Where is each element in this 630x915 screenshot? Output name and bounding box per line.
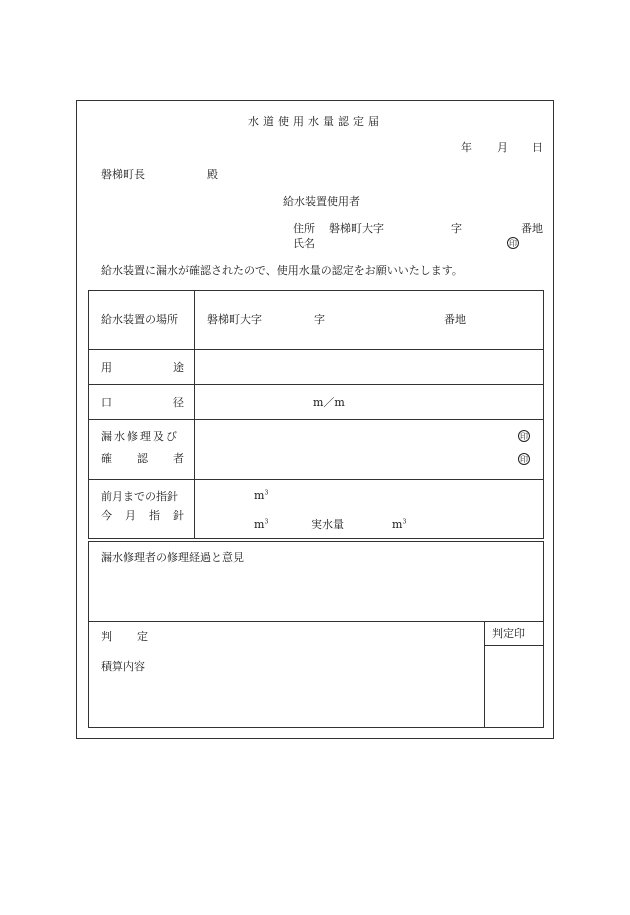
row-line-2 [88,384,544,385]
judgment-label-1: 判 [101,630,112,643]
repair-label-2-1: 確 [101,452,112,465]
usage-label-1: 用 [101,361,112,374]
addressee-name: 磐梯町長 [101,168,145,181]
opinion-divider [88,621,544,622]
applicant-seal-icon: 印 [509,239,517,248]
addressee-honorific: 殿 [207,168,218,181]
diameter-label-2: 径 [173,396,184,409]
judgment-label-2: 定 [137,630,148,643]
meter-label-2-4: 針 [173,509,184,522]
repair-label-line1: 漏水修理及び [101,430,179,443]
form-title: 水道使用水量認定届 [248,115,383,128]
location-banchi: 番地 [444,313,466,326]
previous-reading-unit: $m^3$ [254,489,269,502]
repairer-seal-icon: 印 [520,432,528,441]
meter-label-2-2: 月 [125,509,136,522]
applicant-address-label: 住所 [293,222,315,235]
repair-label-2-2: 認 [137,452,148,465]
request-statement: 給水装置に漏水が確認されたので、使用水量の認定をお願いいたします。 [101,264,463,277]
meter-label-2-1: 今 [101,509,112,522]
date-month: 月 [497,141,508,154]
opinion-table [88,541,544,728]
location-aza: 字 [314,313,325,326]
row-line-4 [88,479,544,480]
opinion-label: 漏水修理者の修理経過と意見 [101,551,244,564]
meter-label-line1: 前月までの指針 [101,490,178,503]
location-town: 磐梯町大字 [207,313,262,326]
actual-volume-unit: $m^3$ [392,518,407,531]
repair-label-2-3: 者 [173,452,184,465]
detail-table-divider [194,290,195,539]
date-year: 年 [461,141,472,154]
row-line-1 [88,349,544,350]
judgment-stamp-label: 判定印 [492,627,525,640]
stamp-divider [484,621,485,728]
applicant-address-town: 磐梯町大字 [329,222,384,235]
applicant-address-aza: 字 [451,222,462,235]
diameter-unit: m／m [313,396,345,409]
location-label: 給水装置の場所 [101,313,178,326]
applicant-name-label: 氏名 [293,237,315,250]
actual-volume-label: 実水量 [311,518,344,531]
diameter-label-1: 口 [101,396,112,409]
meter-label-2-3: 指 [149,509,160,522]
row-line-3 [88,419,544,420]
stamp-header-line [484,645,544,646]
calculation-label: 積算内容 [101,660,145,673]
date-day: 日 [532,141,543,154]
usage-label-2: 途 [173,361,184,374]
applicant-heading: 給水装置使用者 [283,195,360,208]
current-reading-unit: $m^3$ [254,518,269,531]
confirmer-seal-icon: 印 [520,455,528,464]
applicant-address-banchi: 番地 [521,222,543,235]
